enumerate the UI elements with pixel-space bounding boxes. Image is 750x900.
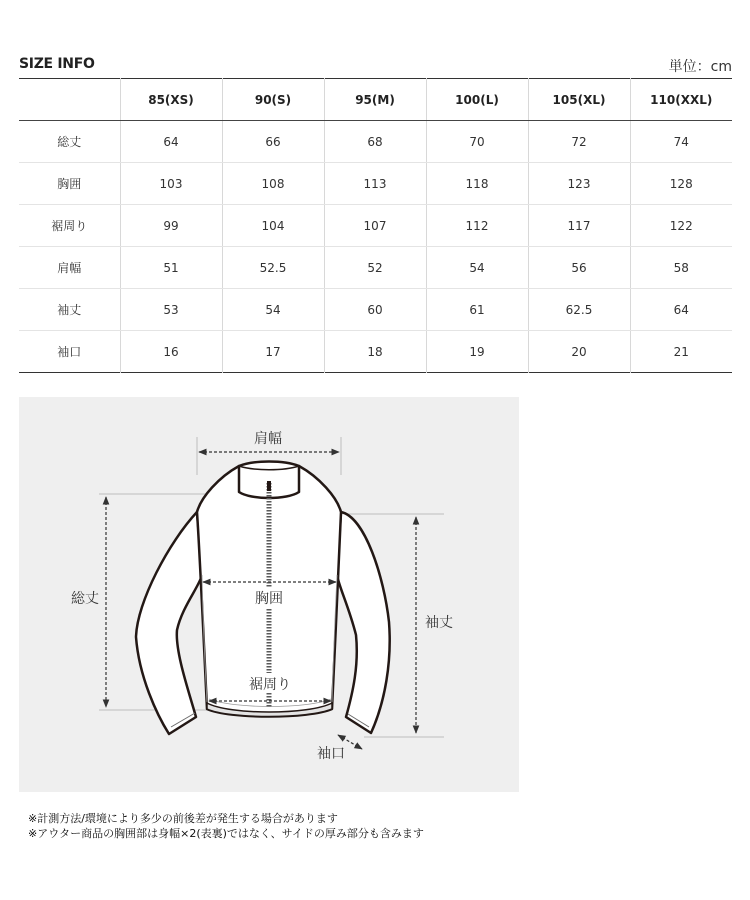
jacket-illustration xyxy=(19,397,519,792)
column-header: 100(L) xyxy=(426,79,528,121)
table-cell: 72 xyxy=(528,121,630,163)
table-row xyxy=(19,205,732,247)
table-cell: 56 xyxy=(528,247,630,289)
unit-label: 単位：cm xyxy=(668,59,732,75)
row-label: 袖口 xyxy=(57,345,82,359)
column-header: 85(XS) xyxy=(120,79,222,121)
table-cell: 64 xyxy=(630,289,732,331)
row-label: 裾周り xyxy=(19,205,120,247)
chest-label: 胸囲 xyxy=(255,591,283,607)
table-cell: 99 xyxy=(120,205,222,247)
table-cell: 74 xyxy=(630,121,732,163)
column-header: 110(XXL) xyxy=(630,79,732,121)
table-cell: 103 xyxy=(120,163,222,205)
row-label: 袖丈 xyxy=(19,289,120,331)
table-cell: 70 xyxy=(426,121,528,163)
row-label: 肩幅 xyxy=(19,247,120,289)
table-row xyxy=(19,289,732,331)
table-cell: 16 xyxy=(120,331,222,373)
table-cell: 54 xyxy=(222,289,324,331)
table-cell: 62.5 xyxy=(528,289,630,331)
table-cell: 104 xyxy=(222,205,324,247)
row-label: 胸囲 xyxy=(19,163,120,205)
table-cell: 107 xyxy=(324,205,426,247)
table-cell: 112 xyxy=(426,205,528,247)
hem-width-label: 裾周り xyxy=(249,677,291,693)
notes xyxy=(28,811,424,841)
table-cell: 64 xyxy=(120,121,222,163)
table-cell: 58 xyxy=(630,247,732,289)
table-cell: 60 xyxy=(324,289,426,331)
table-cell: 123 xyxy=(528,163,630,205)
shoulder-width-label: 肩幅 xyxy=(254,431,282,447)
table-cell: 113 xyxy=(324,163,426,205)
size-info-title: SIZE INFO xyxy=(19,56,95,72)
table-cell: 19 xyxy=(426,331,528,373)
note-line: ※計測方法/環境により多少の前後差が発生する場合があります xyxy=(28,812,338,825)
cuff-label: 袖口 xyxy=(317,746,345,762)
note-line: ※アウター商品の胸囲部は身幅×2(表裏)ではなく、サイドの厚み部分も含みます xyxy=(28,827,424,840)
column-header: 95(M) xyxy=(324,79,426,121)
size-info-header xyxy=(19,56,732,76)
table-cell: 61 xyxy=(426,289,528,331)
table-row xyxy=(19,247,732,289)
table-row xyxy=(19,163,732,205)
total-length-label: 総丈 xyxy=(71,591,99,607)
row-label: 総丈 xyxy=(19,121,120,163)
table-cell: 122 xyxy=(630,205,732,247)
table-cell: 118 xyxy=(426,163,528,205)
table-cell: 18 xyxy=(324,331,426,373)
table-cell: 51 xyxy=(120,247,222,289)
table-cell: 52.5 xyxy=(222,247,324,289)
table-cell: 17 xyxy=(222,331,324,373)
table-row xyxy=(19,331,732,373)
header-corner-cell xyxy=(19,79,120,121)
table-cell: 52 xyxy=(324,247,426,289)
size-table-header-row xyxy=(19,79,732,121)
table-cell: 66 xyxy=(222,121,324,163)
table-cell: 20 xyxy=(528,331,630,373)
size-table xyxy=(19,78,732,373)
table-cell: 54 xyxy=(426,247,528,289)
table-cell: 68 xyxy=(324,121,426,163)
table-cell: 21 xyxy=(630,331,732,373)
table-cell: 53 xyxy=(120,289,222,331)
table-row xyxy=(19,121,732,163)
measurement-diagram xyxy=(19,397,519,792)
sleeve-length-label: 袖丈 xyxy=(425,615,453,631)
table-cell: 128 xyxy=(630,163,732,205)
column-header: 90(S) xyxy=(222,79,324,121)
column-header: 105(XL) xyxy=(528,79,630,121)
table-cell: 117 xyxy=(528,205,630,247)
table-cell: 108 xyxy=(222,163,324,205)
